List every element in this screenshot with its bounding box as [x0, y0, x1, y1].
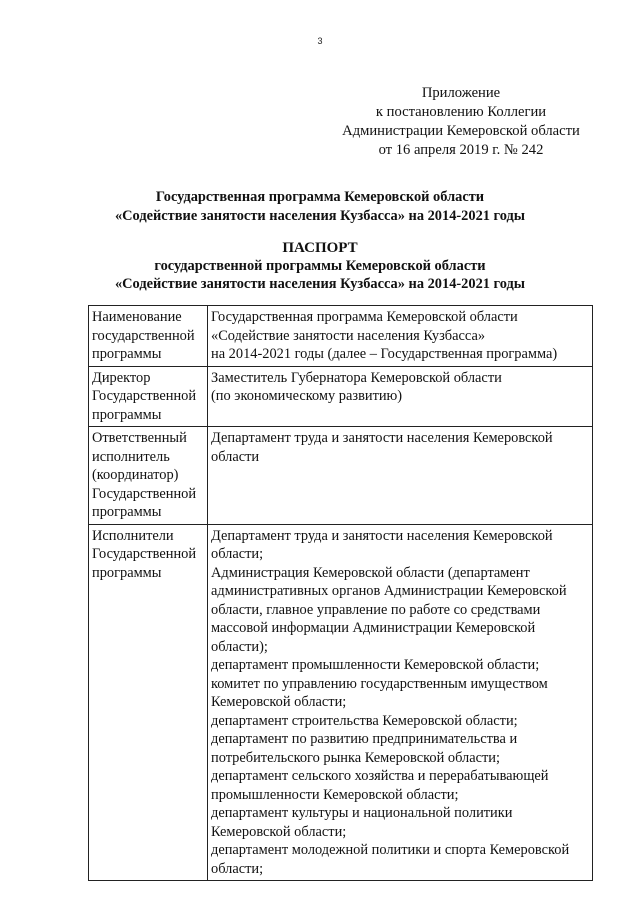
page-number: 3 [317, 36, 323, 46]
program-title-line-2: «Содействие занятости населения Кузбасса» на 2014-2021 годы [114, 208, 526, 224]
appendix-line-1: Приложение [421, 85, 501, 101]
program-title-line-1: Государственная программа Кемеровской области [155, 189, 485, 205]
table-row [89, 427, 593, 525]
row-value: Департамент труда и занятости населения Кемеровской области [208, 427, 593, 525]
table-row [89, 306, 593, 367]
row-label: Ответственный исполнитель (координатор) Государственной программы [89, 427, 208, 525]
appendix-line-4: от 16 апреля 2019 г. № 242 [378, 142, 544, 158]
appendix-line-2: к постановлению Коллегии [375, 104, 547, 120]
row-value: Государственная программа Кемеровской области «Содействие занятости населения Кузбасса» на 2014-2021 годы (далее – Государственная программа) [208, 306, 593, 367]
passport-heading: ПАСПОРТ [282, 240, 358, 256]
program-title [0, 188, 640, 226]
table-row [89, 366, 593, 427]
passport-title [0, 239, 640, 293]
row-label: Наименование государственной программы [89, 306, 208, 367]
appendix-line-3: Администрации Кемеровской области [342, 123, 580, 139]
row-label: Директор Государственной программы [89, 366, 208, 427]
appendix-block [330, 84, 592, 160]
row-value: Заместитель Губернатора Кемеровской области (по экономическому развитию) [208, 366, 593, 427]
row-label: Исполнители Государственной программы [89, 524, 208, 881]
table-row [89, 524, 593, 881]
passport-table [88, 305, 593, 881]
passport-title-line-2: «Содействие занятости населения Кузбасса» на 2014-2021 годы [114, 276, 526, 292]
row-value: Департамент труда и занятости населения Кемеровской области; Администрация Кемеровской области (департамент административных органов Администрации Кемеровской области, главное управление по работе со средствами массовой информации Администрации Кемеровской области); департамент промышленности Кемеровской области; комитет по управлению государственным имуществом Кемеровской области; департамент строительства Кемеровской области; департамент по развитию предпринимательства и потребительского рынка Кемеровской области; департамент сельского хозяйства и перерабатывающей промышленности Кемеровской области; департамент культуры и национальной политики Кемеровской области; департамент молодежной политики и спорта Кемеровской области; [208, 524, 593, 881]
passport-title-line-1: государственной программы Кемеровской области [154, 258, 486, 274]
